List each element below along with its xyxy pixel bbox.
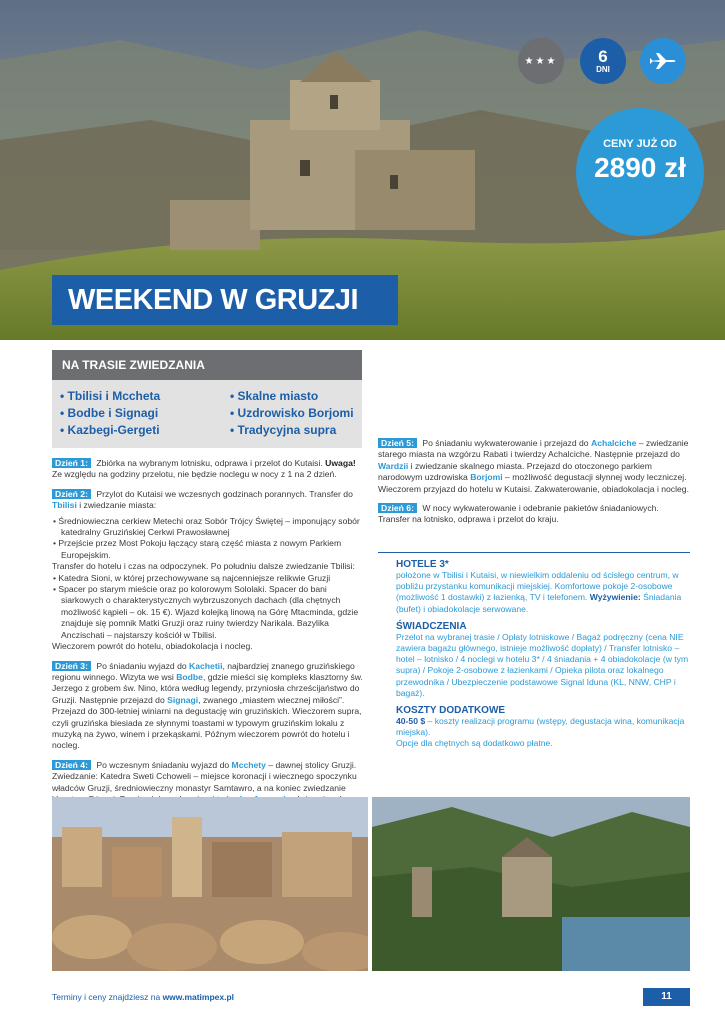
- route-item: • Bodbe i Signagi: [60, 406, 159, 420]
- days-number: 6: [598, 46, 608, 66]
- day-2-evening: Wieczorem powrót do hotelu, obiadokolacja i nocleg.: [52, 641, 253, 652]
- route-column-1: [60, 388, 160, 439]
- hotel-section: położone w Tbilisi i Kutaisi, w niewielkim oddaleniu od ścisłego centrum, w pobliżu przystanku komunikacji miejskiej. Komfortowe pokoje 2-osobowe (możliwość 1 dostawki) z łazienką, TV i telefonem. Wyżywienie: Śniadania (bufet) i obiadokolacje serwowane.: [396, 570, 682, 614]
- day-6: Dzień 6: W nocy wykwaterowanie i odebranie pakietów śniadaniowych. Transfer na lotnisko, odprawa i przelot do kraju.: [378, 503, 659, 525]
- day-4: Dzień 4: Po wczesnym śniadaniu wyjazd do Mcchety – dawnej stolicy Gruzji. Zwiedzanie: Katedra Sweti Cchoweli – miejsce koronacji i wiecznego spoczynku władców Gruzji, średniowieczny monastyr Samtawro, a na koniec zwiedzanie: [52, 759, 357, 793]
- day-1: Dzień 1: Zbiórka na wybranym lotnisku, odprawa i przelot do Kutaisi. Uwaga! Ze względu na godziny przelotu, nie będzie noclegu w nocy z 1 na 2 dzień.: [52, 458, 356, 480]
- price-badge: [576, 108, 704, 236]
- day-label: Dzień 4:: [52, 760, 91, 770]
- route-item: • Uzdrowisko Borjomi: [230, 406, 354, 420]
- route-item: • Tradycyjna supra: [230, 423, 337, 437]
- plane-icon: [648, 51, 678, 71]
- route-item: • Tbilisi i Mccheta: [60, 389, 161, 403]
- route-heading: NA TRASIE ZWIEDZANIA: [52, 350, 362, 380]
- route-item: • Kazbegi-Gergeti: [60, 423, 160, 437]
- day-label: Dzień 5:: [378, 438, 417, 448]
- price-value: 2890 zł: [594, 152, 686, 183]
- route-list: [52, 380, 362, 448]
- services-text: Przelot na wybranej trasie / Opłaty lotniskowe / Bagaż podręczny (cena NIE zawiera bagażu głównego, istnieje możliwość dopłaty) / Transfer lotnisko – hotel – lotnisko / 4 noclegi w hotelu 3* / 4 śniadania + 4 obiadokolacje (w tym supra) / Pokoje 2-osobowe z łazienkami / Opieka pilota oraz lokalnego przewodnika / Ubezpieczenie podstawowe Signal Iduna (KL, NNW, CHP i bagaż).: [396, 631, 689, 698]
- day-label: Dzień 6:: [378, 503, 417, 513]
- list-item: • Spacer po starym mieście oraz po kolorowym Sololaki. Spacer do bani siarkowych o charakterystycznych wybrzuszonych dachach (dla chętnych możliwość kąpieli – ok. 15 €). Wjazd kolejką linową na Górę Mtacminda, gdzie znajduje się pomnik Matki Gruzji oraz ruiny twierdzy Narikala. Bazylika Anczischati – najstarszy kościół w Tbilisi.: [53, 584, 359, 640]
- costs-section: 40-50 $ – koszty realizacji programu (wstępy, degustacja wina, komunikacja miejska). Opcje dla chętnych są dodatkowo płatne.: [396, 716, 685, 749]
- title-banner: [52, 275, 398, 325]
- services-heading: ŚWIADCZENIA: [396, 620, 467, 632]
- page-title: WEEKEND W GRUZJI: [68, 284, 359, 316]
- list-item: • Przejście przez Most Pokoju łączący starą część miasta z nowym Parkiem Europejskim.: [53, 538, 342, 560]
- info-box: [378, 552, 690, 785]
- list-item: • Katedra Sioni, w której przechowywane są najcenniejsze relikwie Gruzji: [53, 572, 331, 583]
- hotel-heading: HOTELE 3*: [396, 559, 449, 570]
- price-label: CENY JUŻ OD: [603, 138, 677, 150]
- page-number: 11: [643, 988, 690, 1006]
- costs-heading: KOSZTY DODATKOWE: [396, 705, 506, 717]
- stars-icon: ★★★: [524, 55, 558, 67]
- days-label: DNI: [596, 64, 610, 74]
- days-badge: [580, 38, 626, 84]
- day-2: Dzień 2: Przylot do Kutaisi we wczesnych godzinach porannych. Transfer do Tbilisi i zwiedzanie miasta:: [52, 488, 353, 511]
- day-label: Dzień 2:: [52, 489, 91, 499]
- day-3: Dzień 3: Po śniadaniu wyjazd do Kachetii, najbardziej znanego gruzińskiego regionu winnego. Wizyta we wsi Bodbe, gdzie mieści się kompleks klasztorny św. Jerzego z grobem św. Nino, która według legendy, przyniosła chrześcijaństwo do Gruzji. Następnie przejazd do Signagi, zwanego „miastem wiecznej miłości”. Przejazd do 300-letniej winiarni na degustację win gruzińskich. Wieczorem supra, czyli gruzińska biesiada ze słynnymi toastami w typowym gruzińskim lokalu z muzyką na żywo, winem i przekąskami. Późnym wieczorem powrót do hotelu i nocleg.: [52, 660, 363, 751]
- footer-note: Terminy i ceny znajdziesz na www.matimpex.pl: [52, 992, 235, 1002]
- route-column-2: [230, 388, 354, 439]
- list-item: • Średniowieczna cerkiew Metechi oraz Sobór Trójcy Świętej – imponujący sobór katedralny Gruzińskiej Cerkwi Prawosławnej: [53, 515, 360, 538]
- rating-stars-badge: [518, 38, 564, 84]
- day-5: Dzień 5: Po śniadaniu wykwaterowanie i przejazd do Achalciche – zwiedzanie starego miasta na wzgórzu Rabati i twierdzy Achalciche. Następnie przejazd do Wardzii i zwiedzanie skalnego miasta. Przejazd do otoczonego parkiem narodowym uzdrowiska Borjomi – możliwość degustacji słynnej wody leczniczej. Wieczorem przyjazd do hotelu w Kutaisi. Zakwaterowanie, obiadokolacja i nocleg.: [378, 438, 689, 494]
- route-item: • Skalne miasto: [230, 389, 319, 403]
- website-link[interactable]: www.matimpex.pl: [162, 992, 235, 1002]
- day-label: Dzień 1:: [52, 458, 91, 468]
- photo-ananuri-fortress: [372, 797, 690, 971]
- photo-tbilisi-baths: [52, 797, 368, 971]
- plane-badge: [640, 38, 686, 84]
- route-box: [52, 350, 362, 448]
- itinerary-right-column: [378, 438, 690, 530]
- photo-left-illustration: [52, 797, 368, 971]
- day-label: Dzień 3:: [52, 661, 91, 671]
- day-2-text: Transfer do hotelu i czas na odpoczynek. Po południu dalsze zwiedzanie Tbilisi:: [52, 561, 355, 572]
- photo-right-illustration: [372, 797, 690, 971]
